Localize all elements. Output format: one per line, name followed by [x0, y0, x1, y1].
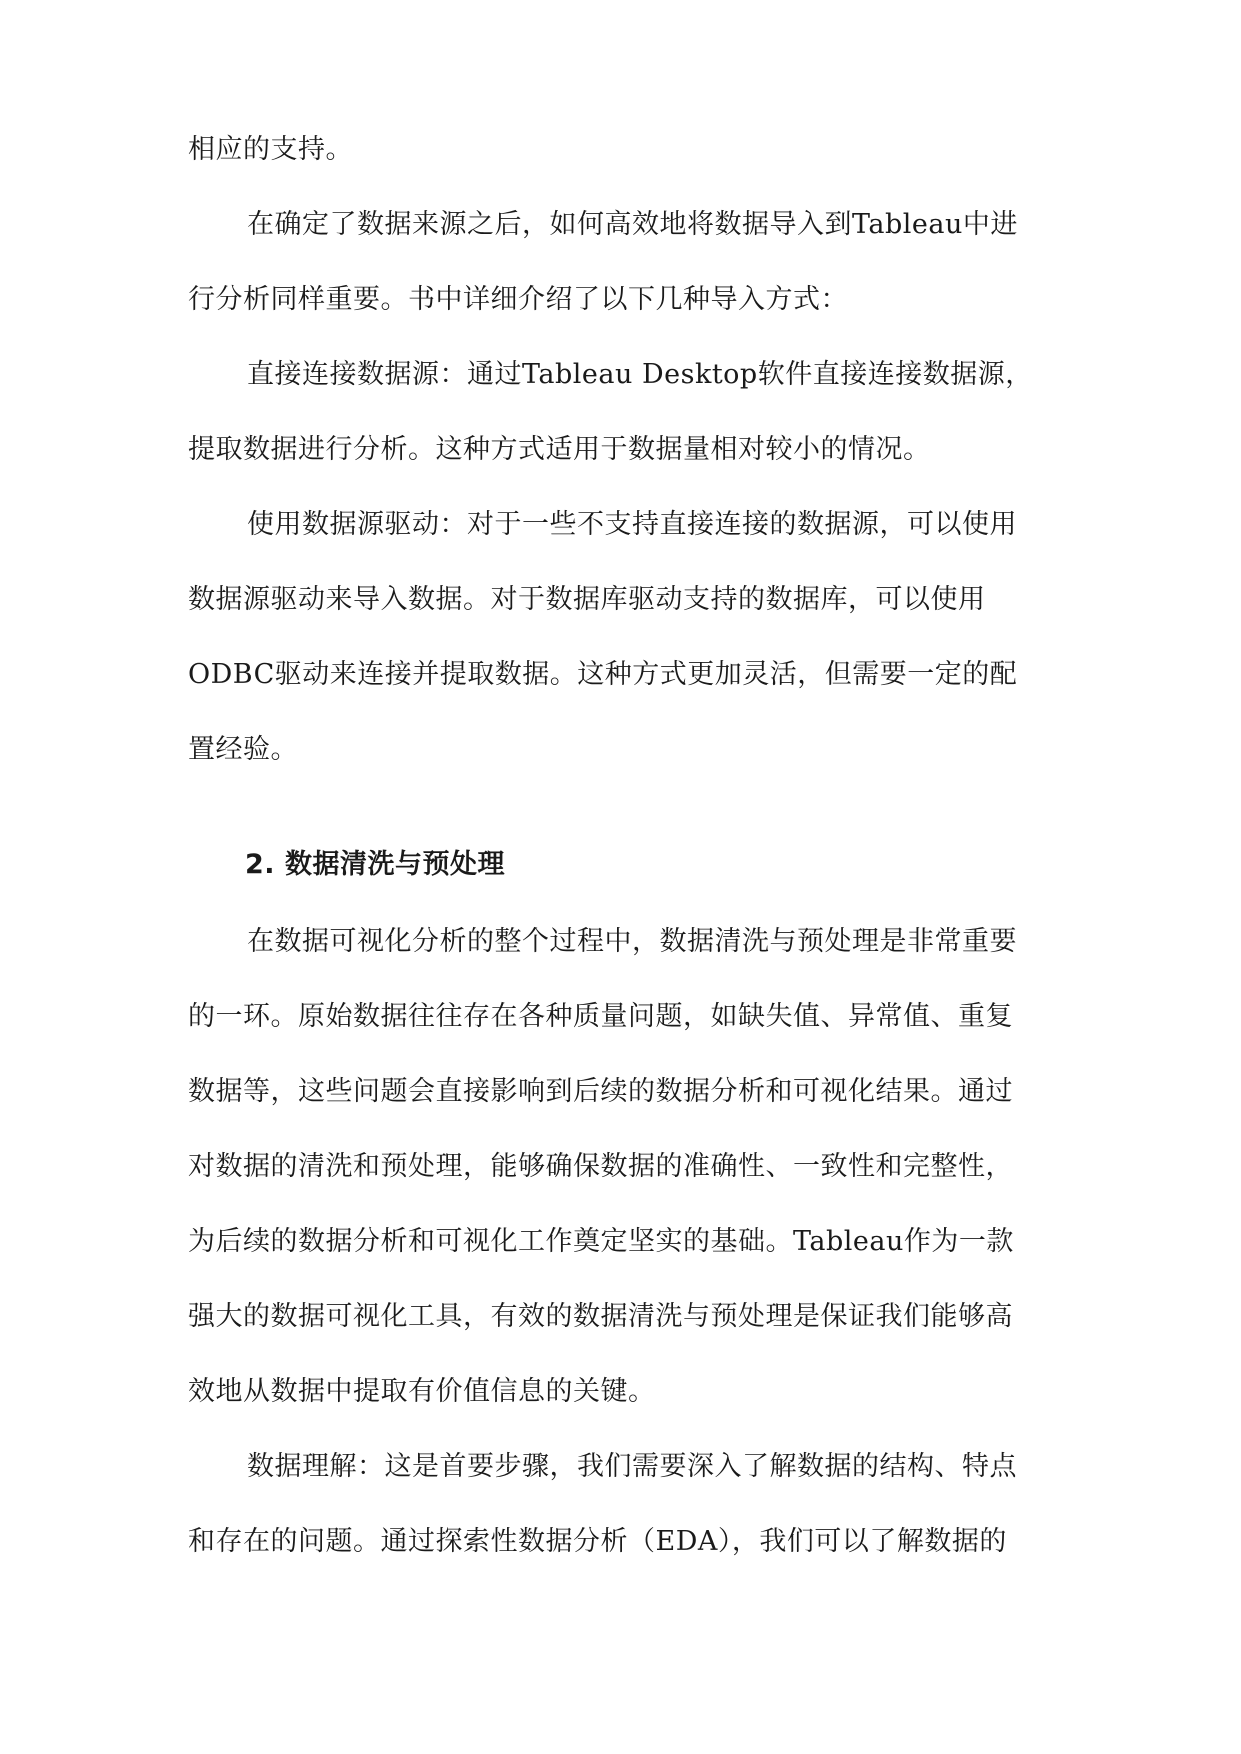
section-heading: 2. 数据清洗与预处理 — [245, 849, 505, 880]
text-line: ODBC驱动来连接并提取数据。这种方式更加灵活，但需要一定的配 — [188, 659, 1018, 690]
text-line: 的一环。原始数据往往存在各种质量问题，如缺失值、异常值、重复 — [188, 1001, 1013, 1032]
text-line: 效地从数据中提取有价值信息的关键。 — [188, 1376, 656, 1407]
text-line: 使用数据源驱动：对于一些不支持直接连接的数据源，可以使用 — [247, 509, 1017, 540]
text-line: 在确定了数据来源之后，如何高效地将数据导入到Tableau中进 — [247, 209, 1018, 240]
text-line: 对数据的清洗和预处理，能够确保数据的准确性、一致性和完整性， — [188, 1151, 1013, 1182]
text-line: 行分析同样重要。书中详细介绍了以下几种导入方式： — [188, 284, 848, 315]
text-line: 提取数据进行分析。这种方式适用于数据量相对较小的情况。 — [188, 434, 931, 465]
text-line: 直接连接数据源：通过Tableau Desktop软件直接连接数据源， — [247, 359, 1033, 390]
text-line: 为后续的数据分析和可视化工作奠定坚实的基础。Tableau作为一款 — [188, 1226, 1014, 1257]
text-line: 数据等，这些问题会直接影响到后续的数据分析和可视化结果。通过 — [188, 1076, 1013, 1107]
text-line: 和存在的问题。通过探索性数据分析（EDA），我们可以了解数据的 — [188, 1526, 1007, 1557]
text-line: 数据理解：这是首要步骤，我们需要深入了解数据的结构、特点 — [247, 1451, 1017, 1482]
text-line: 置经验。 — [188, 734, 298, 765]
text-line: 相应的支持。 — [188, 134, 353, 165]
text-line: 强大的数据可视化工具，有效的数据清洗与预处理是保证我们能够高 — [188, 1301, 1013, 1332]
text-line: 在数据可视化分析的整个过程中，数据清洗与预处理是非常重要 — [247, 926, 1017, 957]
text-line: 数据源驱动来导入数据。对于数据库驱动支持的数据库，可以使用 — [188, 584, 986, 615]
